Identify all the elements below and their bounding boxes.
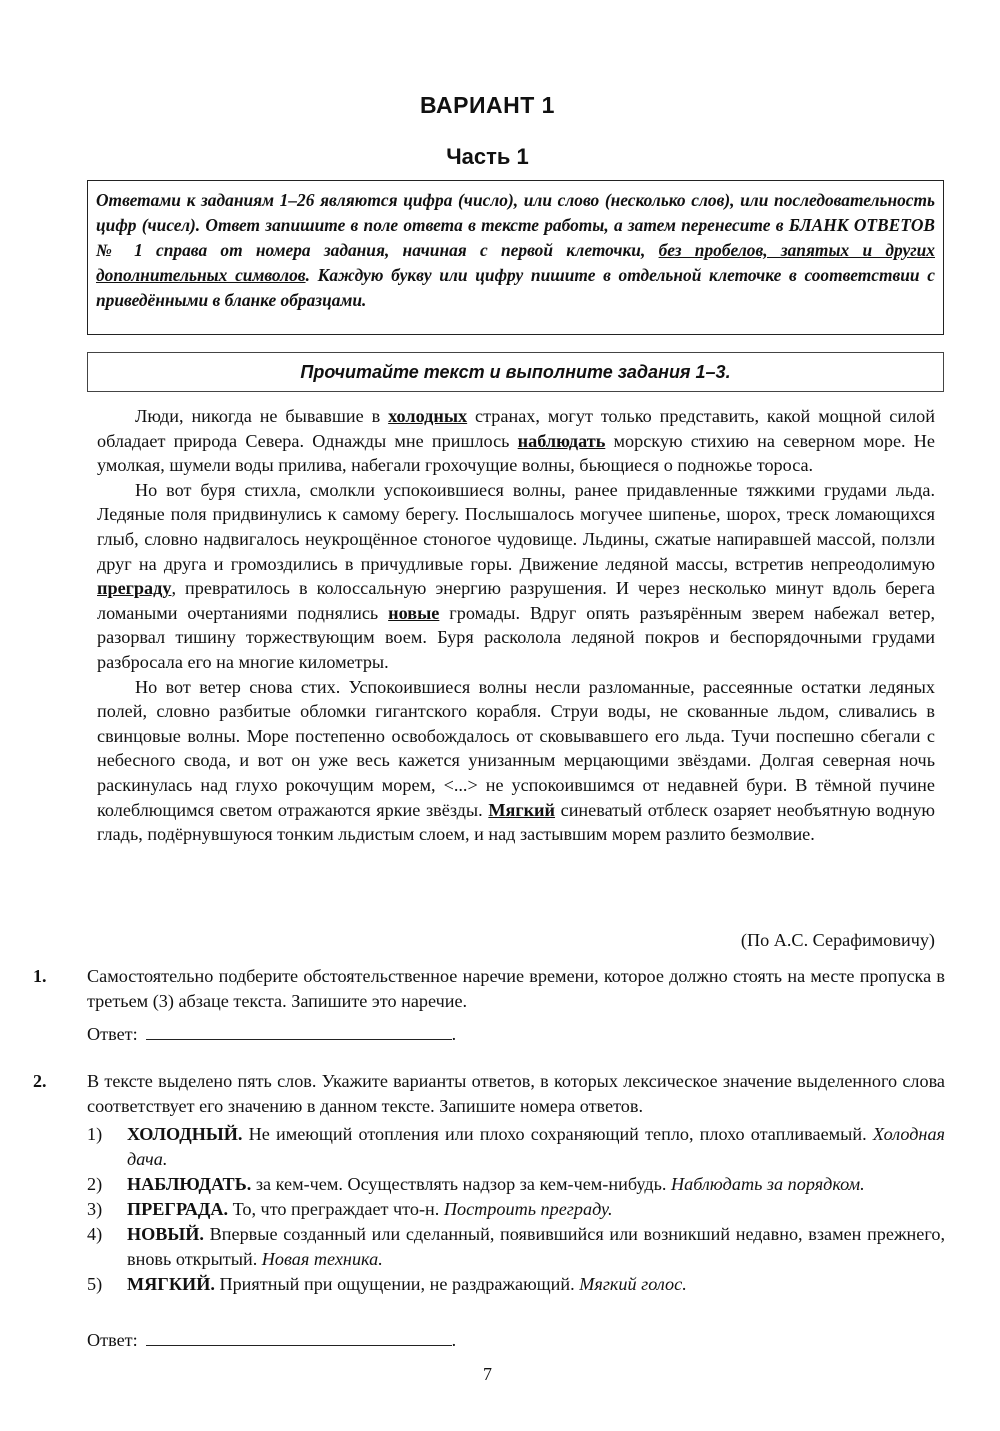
option-example: Построить преграду. [443,1199,613,1219]
question-1-text: Самостоятельно подберите обстоятельственное наречие времени, которое должно стоять на месте пропуска в третьем (3) абзаце текста. Запишите это наречие. [87,966,945,1011]
question-2-options [87,1122,945,1297]
part-title: Часть 1 [446,144,529,169]
question-1-answer: Ответ: . [87,1024,457,1044]
paragraph-1 [97,404,935,478]
text-source: (По А.С. Серафимовичу) [740,930,935,950]
option-1 [87,1122,945,1172]
highlighted-word-myagkiy: Мягкий [488,799,556,820]
highlighted-word-holodnyh: холодных [388,406,468,426]
option-5 [87,1272,945,1297]
option-word: МЯГКИЙ. [127,1274,215,1294]
option-definition: за кем-чем. Осуществлять надзор за кем-чем-нибудь. [251,1174,671,1194]
option-4 [87,1222,945,1272]
task-header: Прочитайте текст и выполните задания 1–3. [300,362,731,382]
paragraph-1-text: морскую стихию на северном море. Не умолкая, шумели воды прилива, набегали грохочущие волны, бьющиеся о подножье тороса. [97,430,935,476]
answer-field[interactable] [146,1331,452,1346]
option-example: Новая техника. [261,1249,383,1269]
option-number: 3) [87,1199,103,1219]
highlighted-word-nablyudat: наблюдать [517,430,606,451]
task-header-box [87,352,944,392]
option-definition: Не имеющий отопления или плохо сохраняющий тепло, плохо отапливаемый. [242,1124,873,1144]
highlighted-word-novye: новые [388,602,440,623]
highlighted-word-pregradu: преграду [97,578,172,599]
paragraph-2-text: громады. Вдруг опять разъярённым зверем набежал ветер, разорвал тишину торжествующим воем. Буря расколола ледяной покров и беспорядочными грудами разбросала его на многие километры. [97,602,935,672]
option-definition: Впервые созданный или сделанный, появившийся или возникший недавно, взамен прежнего, вновь открытый. [127,1224,945,1269]
paragraph-2 [97,478,935,675]
option-definition: То, что преграждает что-н. [228,1199,444,1219]
answer-label: Ответ: [87,1024,138,1044]
reading-text [97,404,935,847]
option-word: ПРЕГРАДА. [127,1199,229,1219]
option-number: 4) [87,1224,103,1244]
option-word: НАБЛЮДАТЬ. [127,1174,252,1194]
option-2 [87,1172,945,1197]
option-example: Холодная дача. [127,1124,945,1169]
question-2-answer: Ответ: . [87,1330,457,1350]
variant-title: ВАРИАНТ 1 [420,92,555,118]
page-number: 7 [483,1364,492,1384]
option-3 [87,1197,945,1222]
paragraph-3-text: Но вот ветер снова стих. Успокоившиеся волны несли разломанные, рассеянные остатки ледяных полей, словно разбитые обломки гигантского корабля. Струи воды, не скованные льдом, сливались в свинцовые волны. Море постепенно освобождалось от сковывавшего его льда. Тучи поспешно сбегали с небесного свода, и вот он уже весь кажется унизанным мерцающими звёздами. Долгая северная ночь раскинулась над глухо рокочущим морем, <...> не успокоившимся от недавней бури. В тёмной пучине колеблющимся светом отражаются яркие звёзды. [97,676,935,820]
paragraph-3 [97,675,935,847]
paragraph-2-text: , превратилось в колоссальную энергию разрушения. И через несколько минут вдоль берега ломаными очертаниями поднялись [97,578,935,623]
instructions-underlined: без пробелов, запятых и других дополнительных символов [96,240,935,285]
option-number: 5) [87,1274,103,1294]
answer-field[interactable] [146,1025,452,1040]
option-word: НОВЫЙ. [127,1224,204,1244]
option-number: 1) [87,1124,103,1144]
option-example: Мягкий голос. [579,1274,687,1294]
instructions-text [96,188,935,313]
option-definition: Приятный при ощущении, не раздражающий. [214,1274,580,1294]
instructions-box [87,180,944,335]
option-example: Наблюдать за порядком. [670,1174,865,1194]
instructions-text-start: Ответами к заданиям 1–26 являются цифра (число), или слово (несколько слов), или последовательность цифр (чисел). Ответ запишите в поле ответа в тексте работы, а затем перенесите в БЛАНК ОТВЕТОВ № 1 справа от номера задания, начиная с первой клеточки, [96,190,935,260]
paragraph-3-text: синеватый отблеск озаряет необъятную водную гладь, подёрнувшуюся тонким льдистым слоем, и над застывшим морем разлито безмолвие. [97,799,935,845]
question-1-number: 1. [33,966,47,986]
answer-label: Ответ: [87,1330,138,1350]
paragraph-1-text: странах, могут только представить, какой мощной силой обладает природа Севера. Однажды мне пришлось [97,406,935,451]
option-word: ХОЛОДНЫЙ. [127,1124,243,1144]
question-2-number: 2. [33,1071,47,1091]
question-2-text: В тексте выделено пять слов. Укажите варианты ответов, в которых лексическое значение выделенного слова соответствует его значению в данном тексте. Запишите номера ответов. [87,1071,945,1116]
paragraph-1-text: Люди, никогда не бывавшие в [135,406,389,426]
instructions-text-end: . Каждую букву или цифру пишите в отдельной клеточке в соответствии с приведёнными в бланке образцами. [96,265,935,310]
paragraph-2-text: Но вот буря стихла, смолкли успокоившиеся волны, ранее придавленные тяжкими грудами льда. Ледяные поля придвинулись к самому берегу. Послышалось могучее шипенье, шорох, треск ломающихся глыб, словно надвигалось неукрощённое стоногое чудовище. Льдины, сжатые напиравшей массой, ползли друг на друга и громоздились в причудливые горы. Движение ледяной массы, встретив непреодолимую [97,479,935,574]
option-number: 2) [87,1174,103,1194]
